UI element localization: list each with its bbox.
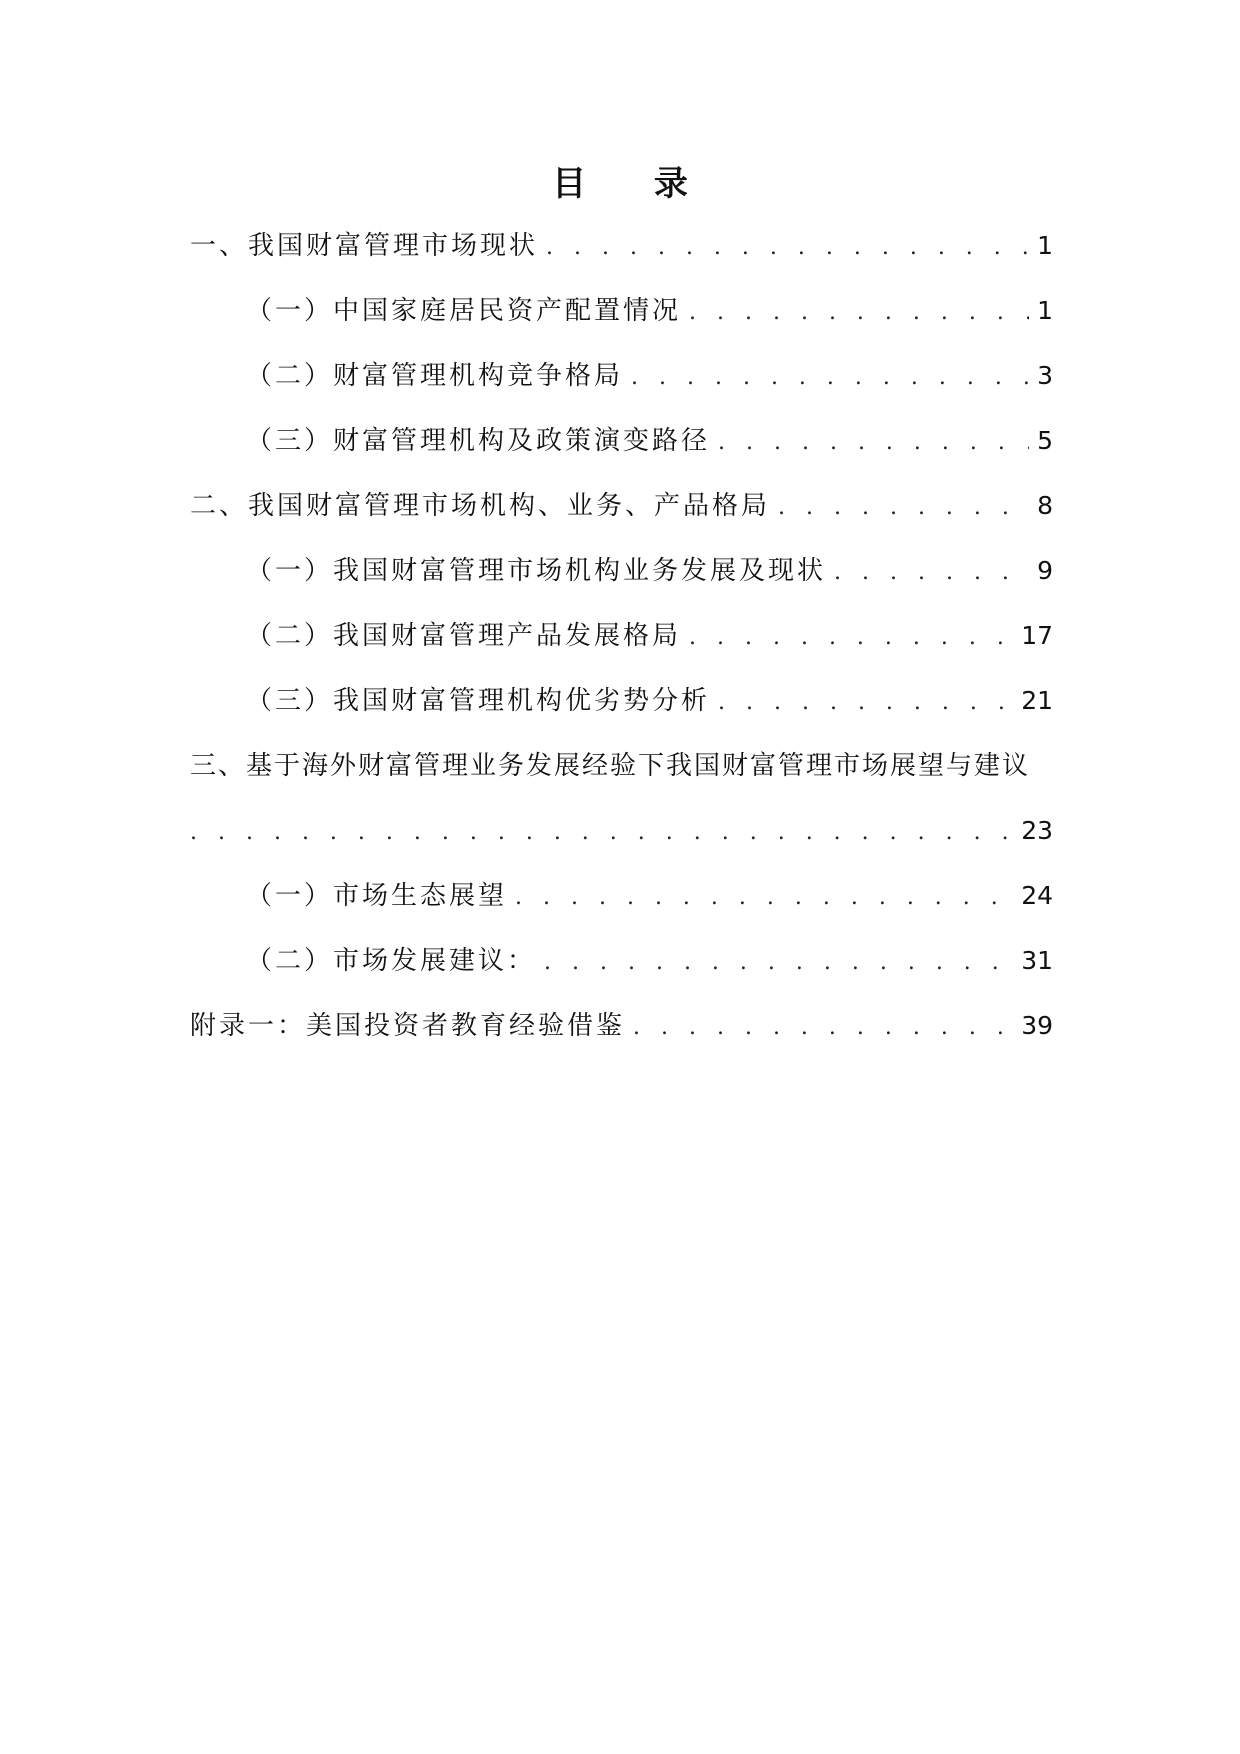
toc-entry[interactable] (190, 1002, 1053, 1067)
toc-entry-label: （二）市场发展建议： (246, 946, 537, 976)
toc-entry[interactable] (190, 872, 1053, 937)
dot-leader (834, 549, 1029, 597)
toc-entry[interactable] (190, 547, 1053, 612)
toc-entry-label: 三、基于海外财富管理业务发展经验下我国财富管理市场展望与建议 (190, 751, 1031, 781)
toc-page-number: 1 (1037, 231, 1053, 260)
toc-entry-label: 一、我国财富管理市场现状 (190, 231, 539, 261)
dot-leader (190, 809, 1013, 857)
toc-entry-label: （一）市场生态展望 (246, 881, 508, 911)
toc-entry[interactable] (190, 417, 1053, 482)
toc-page-number: 9 (1037, 556, 1053, 585)
toc-entry-label: （一）中国家庭居民资产配置情况 (246, 296, 682, 326)
toc-page-number: 23 (1021, 816, 1053, 845)
toc-entry-label: （三）我国财富管理机构优劣势分析 (246, 686, 711, 716)
dot-leader (718, 419, 1029, 467)
toc-entry-continuation[interactable] (190, 807, 1053, 872)
toc-entry-label: （一）我国财富管理市场机构业务发展及现状 (246, 556, 827, 586)
toc-page-number: 24 (1021, 881, 1053, 910)
toc-entry-label: （二）财富管理机构竞争格局 (246, 361, 624, 391)
toc-page-number: 1 (1037, 296, 1053, 325)
toc-page-number: 31 (1021, 946, 1053, 975)
dot-leader (633, 1004, 1013, 1052)
toc-entry-label: （三）财富管理机构及政策演变路径 (246, 426, 711, 456)
toc-page-number: 39 (1021, 1011, 1053, 1040)
dot-leader (718, 679, 1013, 727)
toc-entry-label: 附录一：美国投资者教育经验借鉴 (190, 1011, 626, 1041)
dot-leader (689, 289, 1029, 337)
toc-page-number: 17 (1021, 621, 1053, 650)
toc-page-number: 8 (1037, 491, 1053, 520)
toc-entry[interactable] (190, 287, 1053, 352)
toc-entry[interactable] (190, 482, 1053, 547)
toc-entry-label: 二、我国财富管理市场机构、业务、产品格局 (190, 491, 771, 521)
toc-entry[interactable] (190, 677, 1053, 742)
dot-leader (546, 224, 1029, 272)
toc-entry[interactable] (190, 352, 1053, 417)
table-of-contents (190, 222, 1053, 1067)
toc-entry[interactable] (190, 742, 1053, 807)
dot-leader (631, 354, 1029, 402)
toc-title: 目 录 (552, 164, 716, 204)
dot-leader (689, 614, 1013, 662)
toc-page-number: 5 (1037, 426, 1053, 455)
toc-page-number: 21 (1021, 686, 1053, 715)
dot-leader (515, 874, 1013, 922)
toc-entry[interactable] (190, 612, 1053, 677)
toc-entry-label: （二）我国财富管理产品发展格局 (246, 621, 682, 651)
dot-leader (778, 484, 1029, 532)
toc-entry[interactable] (190, 937, 1053, 1002)
dot-leader (544, 939, 1013, 987)
toc-entry[interactable] (190, 222, 1053, 287)
toc-page-number: 3 (1037, 361, 1053, 390)
